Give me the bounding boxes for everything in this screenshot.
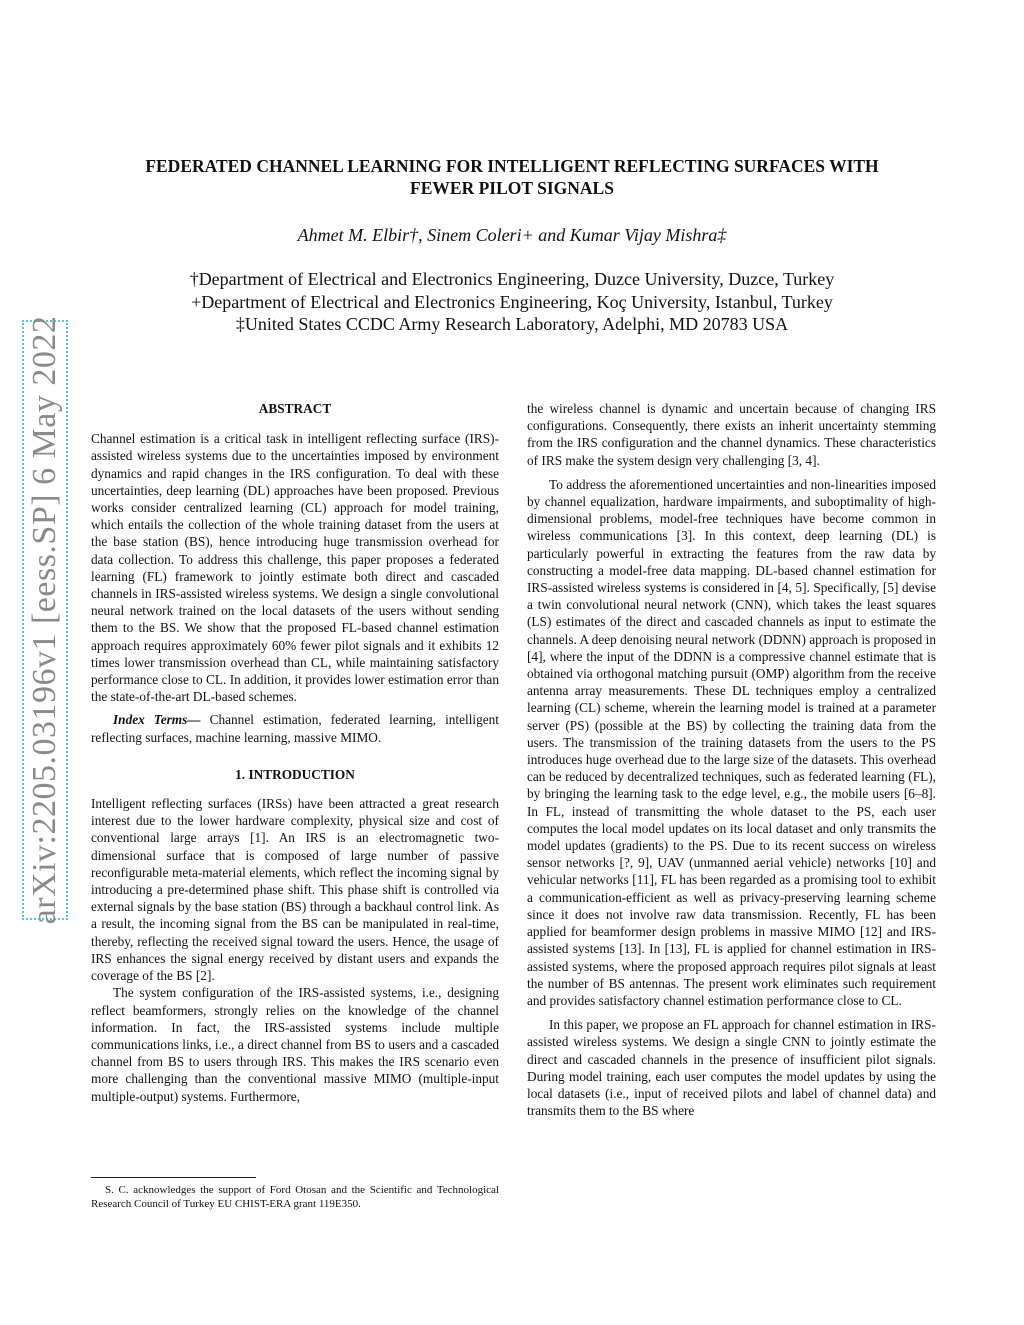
footnote-text: S. C. acknowledges the support of Ford Otosan and the Scientific and Technological Research Council of Turkey EU CHIST-ERA grant 119E350. <box>91 1184 499 1210</box>
abstract-heading: ABSTRACT <box>258 401 332 416</box>
affiliation-duzce: †Department of Electrical and Electronics Engineering, Duzce University, Duzce, Turkey <box>189 269 835 289</box>
arxiv-stamp-text: arXiv:2205.03196v1 [eess.SP] 6 May 2022 <box>26 315 63 925</box>
right-paragraph-2: To address the aforementioned uncertainties and non-linearities imposed by channel equalization, hardware impairments, and suboptimality of high-dimensional problems, model-free techniques have become common in wireless communications [3]. In this context, deep learning (DL) is particularly powerful in extracting the features from the raw data by constructing a model-free data mapping. DL-based channel estimation for IRS-assisted wireless systems is considered in [4, 5]. Specifically, [5] devise a twin convolutional neural network (CNN), which takes the least squares (LS) estimates of the direct and cascaded channels as input to estimate the channels. A deep denoising neural network (DDNN) approach is proposed in [4], where the input of the DDNN is a compressive channel estimate that is obtained via orthogonal matching pursuit (OMP) algorithm from the receive antenna array measurements. These DL techniques employ a centralized learning (CL) scheme, wherein the learning model is trained at a parameter server (PS) (possible at the BS) by collecting the training data from the users. The transmission of the training datasets from the users to the PS introduces huge overhead due to the large size of the datasets. This overhead can be reduced by decentralized techniques, such as federated learning (FL), by bringing the learning task to the edge level, e.g., the mobile users [6–8]. In FL, instead of transmitting the whole dataset to the PS, each user computes the local model updates on its local dataset and only transmits the model updates (gradients) to the PS. Due to its recent success on wireless sensor networks [?, 9], UAV (unmanned aerial vehicle) networks [10] and vehicular networks [11], FL has been regarded as a promising tool to exhibit a communication-efficient as well as privacy-preserving learning scheme since it does not involve raw data transmission. Recently, FL has been applied for beamformer design problems in massive MIMO [12] and IRS-assisted systems [13]. In [13], FL is applied for channel estimation in IRS-assisted systems, where the proposed approach requires pilot signals at least the number of BS antennas. The present work eliminates such requirement and provides satisfactory channel estimation performance close to CL. <box>527 476 936 1008</box>
title-line-1: FEDERATED CHANNEL LEARNING FOR INTELLIGENT REFLECTING SURFACES WITH <box>145 156 879 176</box>
index-terms-label: Index Terms— <box>113 712 201 728</box>
authors: Ahmet M. Elbir†, Sinem Coleri+ and Kumar Vijay Mishra‡ <box>297 225 727 245</box>
right-paragraph-1: the wireless channel is dynamic and uncertain because of changing IRS configurations. Consequently, there exists an inherit uncertainty stemming from the IRS configuration and the channel dynamics. These characteristics of IRS make the system design very challenging [3, 4]. <box>527 401 936 468</box>
index-terms <box>91 711 499 745</box>
left-column <box>91 400 499 1105</box>
paper-title <box>70 155 954 199</box>
right-column <box>527 400 936 1119</box>
affiliation-arl: ‡United States CCDC Army Research Laboratory, Adelphi, MD 20783 USA <box>235 314 789 334</box>
introduction-heading: 1. INTRODUCTION <box>235 766 355 782</box>
footnote <box>91 1177 499 1211</box>
intro-paragraph-1: Intelligent reflecting surfaces (IRSs) have been attracted a great research interest due to the lower hardware complexity, physical size and cost of conventional large arrays [1]. An IRS is an electromagnetic two-dimensional surface that is composed of large number of passive reconfigurable meta-material elements, which reflect the incoming signal by introducing a pre-determined phase shift. This phase shift is controlled via external signals by the base station (BS) through a backhaul control link. As a result, the incoming signal from the BS can be manipulated in real-time, thereby, reflecting the received signal toward the users. Hence, the usage of IRS enhances the signal energy received by distant users and expands the coverage of the BS [2]. <box>91 796 499 984</box>
arxiv-stamp[interactable] <box>22 315 68 925</box>
right-paragraph-3: In this paper, we propose an FL approach for channel estimation in IRS-assisted wireless systems. We design a single CNN to jointly estimate the direct and cascaded channels in the presence of insufficient pilot signals. During model training, each user computes the model updates by using the local datasets (i.e., input of received pilots and label of channel data) and transmits them to the BS where <box>527 1017 936 1119</box>
title-line-2: FEWER PILOT SIGNALS <box>410 178 614 198</box>
footnote-rule <box>91 1177 256 1178</box>
affiliations <box>70 268 954 336</box>
index-terms-text: Channel estimation, federated learning, intelligent reflecting surfaces, machine learning, massive MIMO. <box>91 712 499 745</box>
intro-paragraph-2: The system configuration of the IRS-assisted systems, i.e., designing reflect beamformers, strongly relies on the knowledge of the channel information. In fact, the IRS-assisted systems include multiple communications links, i.e., a direct channel from BS to users and a cascaded channel from BS to users through IRS. This makes the IRS scenario even more challenging than the conventional massive MIMO (multiple-input multiple-output) systems. Furthermore, <box>91 985 499 1104</box>
abstract-text: Channel estimation is a critical task in intelligent reflecting surface (IRS)-assisted wireless systems due to the uncertainties imposed by environment dynamics and rapid changes in the IRS configuration. To deal with these uncertainties, deep learning (DL) approaches have been proposed. Previous works consider centralized learning (CL) approach for model training, which entails the collection of the whole training dataset from the users at the base station (BS), hence introducing huge transmission overhead for data collection. To address this challenge, this paper proposes a federated learning (FL) framework to jointly estimate both direct and cascaded channels in IRS-assisted wireless systems. We design a single convolutional neural network trained on the local datasets of the users without sending them to the BS. We show that the proposed FL-based channel estimation approach requires approximately 60% fewer pilot signals and it exhibits 12 times lower transmission overhead than CL, while maintaining satisfactory performance close to CL. In addition, it provides lower estimation error than the state-of-the-art DL-based schemes. <box>91 431 499 705</box>
affiliation-koc: +Department of Electrical and Electronics Engineering, Koç University, Istanbul, Turkey <box>191 291 833 312</box>
